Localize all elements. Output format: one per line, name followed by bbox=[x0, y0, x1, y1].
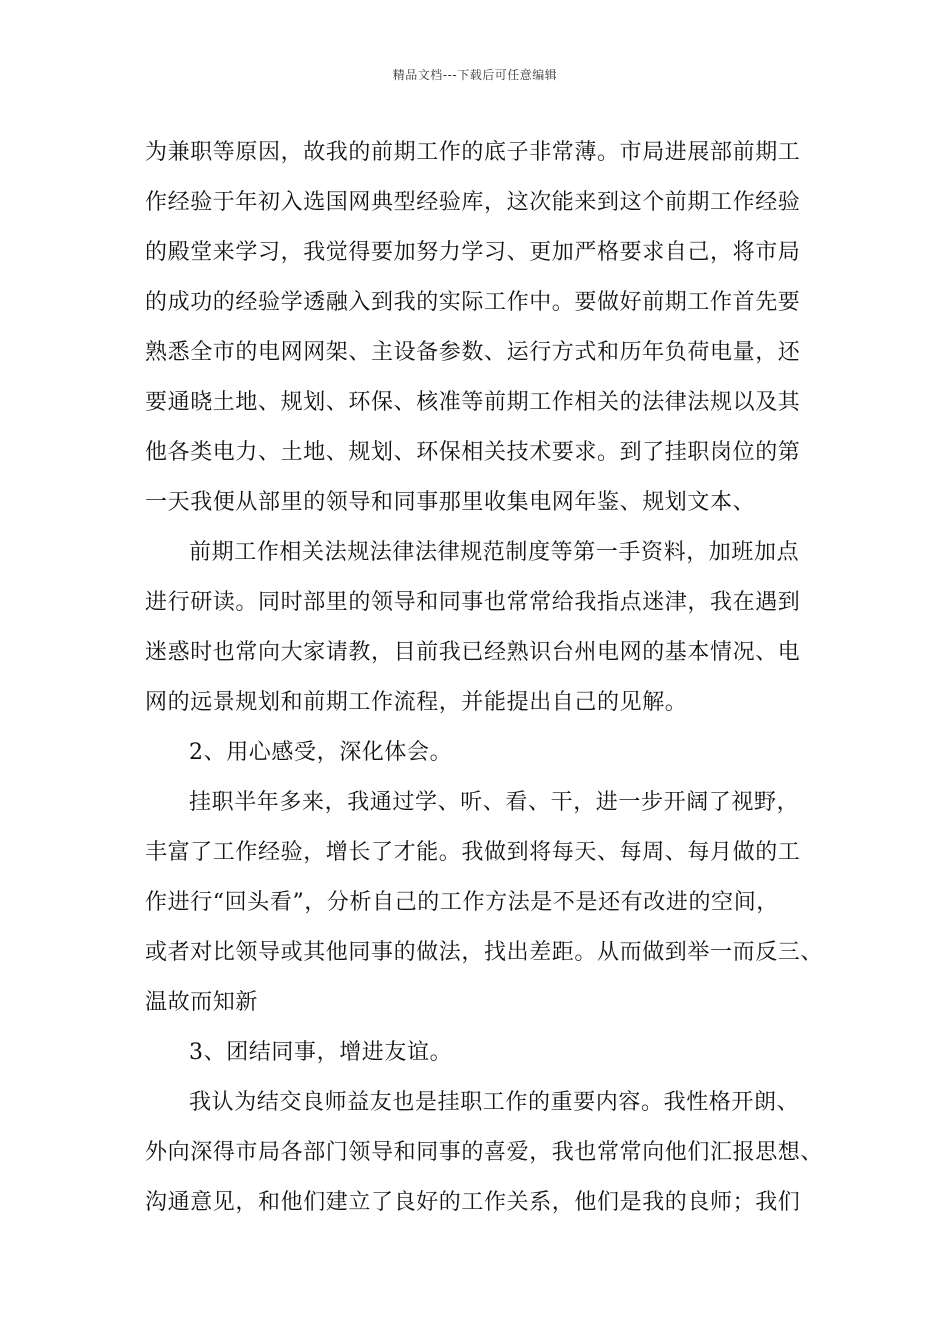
text-line: 温故而知新 bbox=[145, 990, 259, 1015]
text-line: 迷惑时也常向大家请教，目前我已经熟识台州电网的基本情况、电 bbox=[145, 640, 801, 665]
text-line: 为兼职等原因，故我的前期工作的底子非常薄。市局进展部前期工 bbox=[145, 140, 801, 165]
text-line: 要通晓土地、规划、环保、核准等前期工作相关的法律法规以及其 bbox=[145, 390, 801, 415]
page-header: 精品文档---下载后可任意编辑 bbox=[392, 68, 558, 82]
text-line: 挂职半年多来，我通过学、听、看、干，进一步开阔了视野， bbox=[189, 790, 800, 815]
text-line: 2、用心感受，深化体会。 bbox=[189, 740, 453, 765]
text-line: 熟悉全市的电网网架、主设备参数、运行方式和历年负荷电量，还 bbox=[145, 340, 801, 365]
text-line: 丰富了工作经验，增长了才能。我做到将每天、每周、每月做的工 bbox=[145, 840, 801, 865]
text-line: 的殿堂来学习，我觉得要加努力学习、更加严格要求自己，将市局 bbox=[145, 240, 801, 265]
text-line: 网的远景规划和前期工作流程，并能提出自己的见解。 bbox=[145, 690, 688, 715]
text-line: 他各类电力、土地、规划、环保相关技术要求。到了挂职岗位的第 bbox=[145, 440, 801, 465]
text-line: 或者对比领导或其他同事的做法，找出差距。从而做到举一而反三、 bbox=[145, 940, 824, 965]
document-body bbox=[145, 128, 824, 1228]
text-line: 前期工作相关法规法律法律规范制度等第一手资料，加班加点 bbox=[189, 540, 800, 565]
text-line: 3、团结同事，增进友谊。 bbox=[189, 1040, 453, 1065]
text-line: 一天我便从部里的领导和同事那里收集电网年鉴、规划文本、 bbox=[145, 490, 756, 515]
text-line: 进行研读。同时部里的领导和同事也常常给我指点迷津，我在遇到 bbox=[145, 590, 801, 615]
text-line: 外向深得市局各部门领导和同事的喜爱，我也常常向他们汇报思想、 bbox=[145, 1140, 824, 1165]
text-line: 作进行“回头看”，分析自己的工作方法是不是还有改进的空间， bbox=[145, 890, 779, 915]
text-line: 的成功的经验学透融入到我的实际工作中。要做好前期工作首先要 bbox=[145, 290, 801, 315]
text-line: 我认为结交良师益友也是挂职工作的重要内容。我性格开朗、 bbox=[189, 1090, 800, 1115]
text-line: 作经验于年初入选国网典型经验库，这次能来到这个前期工作经验 bbox=[145, 190, 801, 215]
text-line: 沟通意见，和他们建立了良好的工作关系，他们是我的良师；我们 bbox=[145, 1190, 801, 1215]
